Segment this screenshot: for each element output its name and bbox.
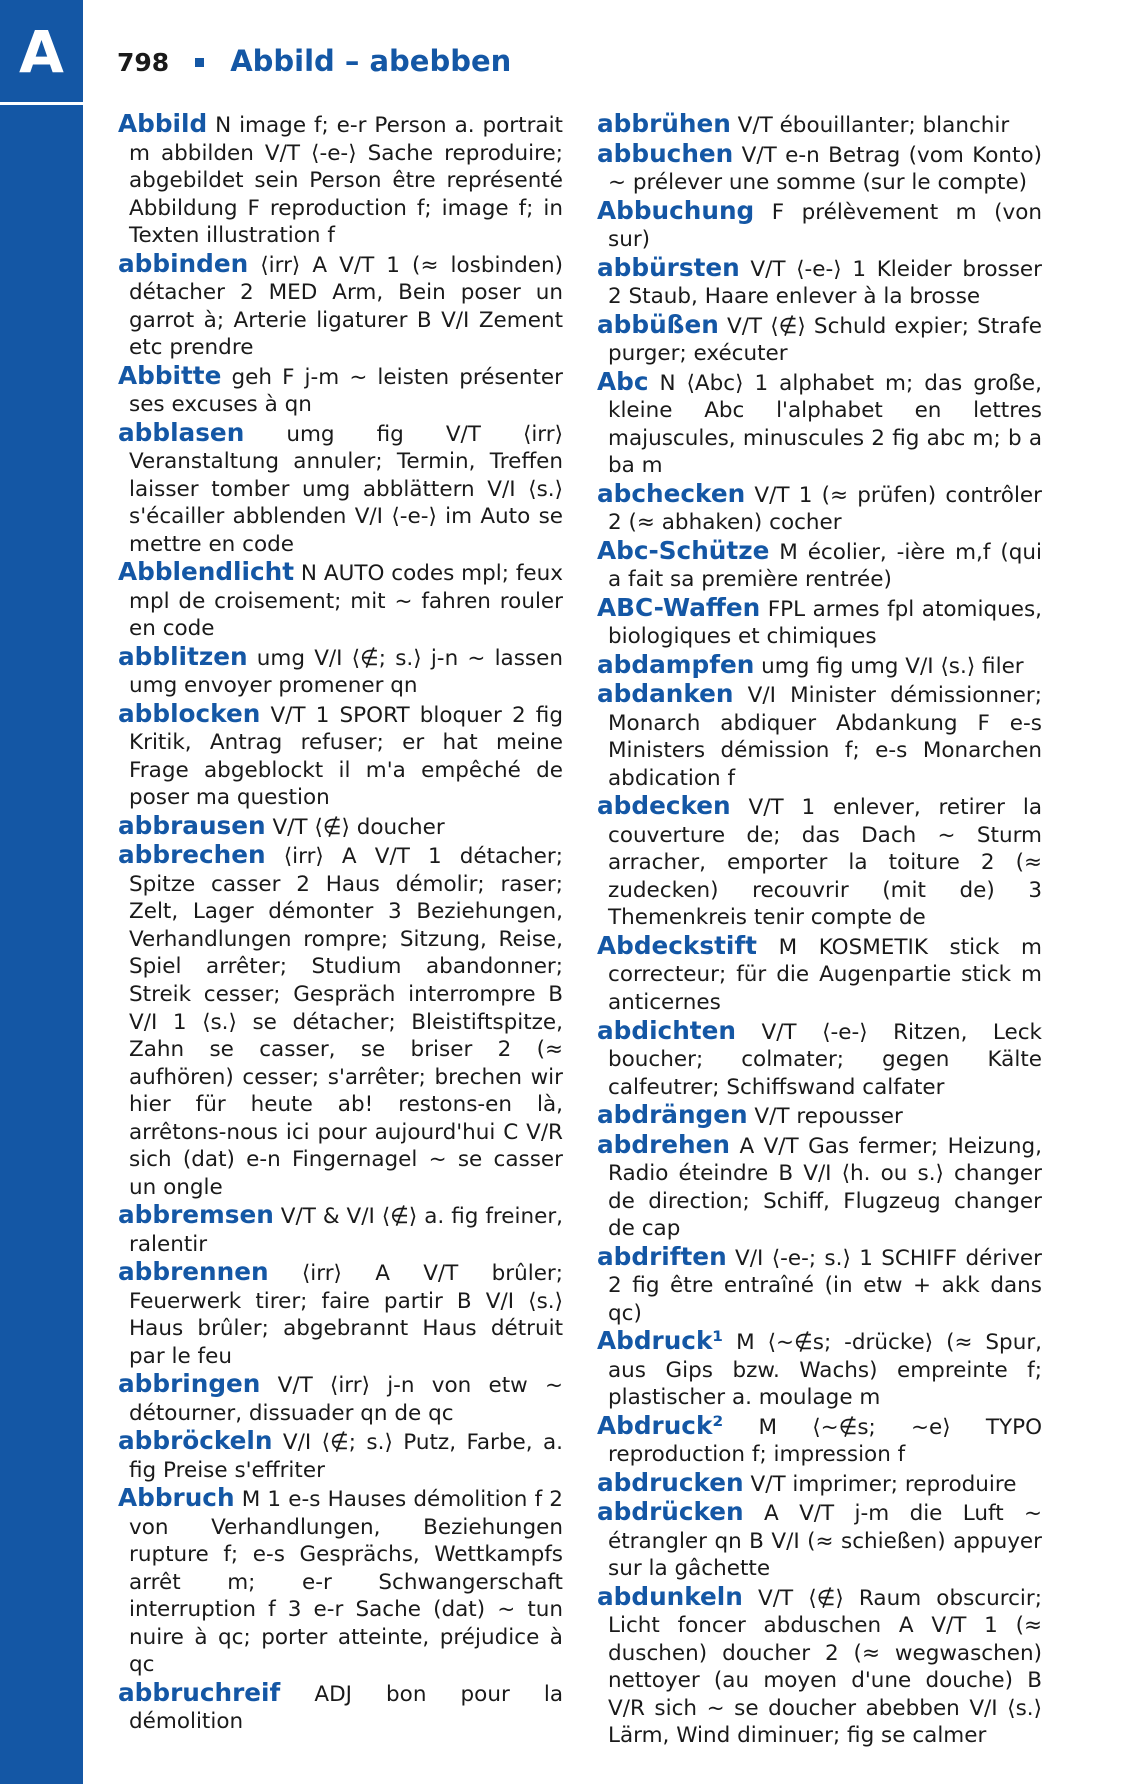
headword: Abbuchung [597,195,755,225]
headword: abdrucken [597,1467,744,1497]
entry: abblocken V/T 1 SPORT bloquer 2 fig Kritik, Antrag refuser; er hat meine Frage abgeblockt il m'a empêché de poser ma question [118,698,563,811]
headword: Abdruck² [597,1410,724,1440]
entry: abdrücken A V/T j-m die Luft ~ étrangler qn B V/I (≈ schießen) appuyer sur la gâchette [597,1497,1042,1582]
entry: Abbitte geh F j-m ~ leisten présenter ses excuses à qn [118,360,563,418]
headword: abblitzen [118,641,248,671]
headword: Abbruch [118,1483,235,1513]
entry: ABC-Waffen FPL armes fpl atomiques, biologiques et chimiques [597,592,1042,650]
entry: abbürsten V/T ⟨-e-⟩ 1 Kleider brosser 2 Staub, Haare enlever à la brosse [597,252,1042,310]
entry: Abbuchung F prélèvement m (von sur) [597,195,1042,253]
headword: abdecken [597,791,731,821]
thumb-index-letter: A [19,18,64,86]
headword: Abblendlicht [118,557,295,587]
entry: abdrehen A V/T Gas fermer; Heizung, Radio éteindre B V/I ⟨h. ou s.⟩ changer de direction; Schiff, Flugzeug changer de cap [597,1129,1042,1242]
headword: ABC-Waffen [597,592,761,622]
entry: abbüßen V/T ⟨∉⟩ Schuld expier; Strafe purger; exécuter [597,309,1042,367]
entry: abbinden ⟨irr⟩ A V/T 1 (≈ losbinden) détacher 2 MED Arm, Bein poser un garrot à; Arterie ligaturer B V/I Zement etc prendre [118,248,563,361]
headword: abbremsen [118,1200,274,1230]
entry: abbuchen V/T e-n Betrag (vom Konto) ~ prélever une somme (sur le compte) [597,138,1042,196]
headword: abbrechen [118,840,266,870]
entry: abbröckeln V/I ⟨∉; s.⟩ Putz, Farbe, a. fig Preise s'effriter [118,1426,563,1483]
entry: abblasen umg fig V/T ⟨irr⟩ Veranstaltung annuler; Termin, Treffen laisser tomber umg abblättern V/I ⟨s.⟩ s'écailler abblenden V/I ⟨-e-⟩ im Auto se mettre en code [118,417,563,557]
entry: abchecken V/T 1 (≈ prüfen) contrôler 2 (≈ abhaken) cocher [597,478,1042,536]
entry: abdampfen umg fig umg V/I ⟨s.⟩ filer [597,649,1024,679]
headword: abbrennen [118,1257,269,1287]
headword: abblasen [118,417,245,447]
headword: Abdruck¹ [597,1326,724,1356]
entry: abbringen V/T ⟨irr⟩ j-n von etw ~ détourner, dissuader qn de qc [118,1369,563,1426]
headword: abbuchen [597,138,734,168]
headword: abdanken [597,679,734,709]
entry: Abbruch M 1 e-s Hauses démolition f 2 von Verhandlungen, Beziehungen rupture f; e-s Gesprächs, Wettkampfs arrêt m; e-r Schwangerschaft interruption f 3 e-r Sache (dat) ~ tun nuire à qc; porter atteinte, préjudice à qc [118,1483,563,1678]
headword: Abbild [118,109,208,138]
page-number: 798 [117,48,170,77]
entry: abdichten V/T ⟨-e-⟩ Ritzen, Leck boucher; colmater; gegen Kälte calfeutrer; Schiffswand calfater [597,1015,1042,1100]
left-column [118,110,563,1736]
headword: abchecken [597,478,746,508]
entry: abdriften V/I ⟨-e-; s.⟩ 1 SCHIFF dériver 2 fig être entraîné (in etw + akk dans qc) [597,1241,1042,1326]
headword: abbrühen [597,109,731,138]
thumb-divider [0,102,83,105]
headword: abbürsten [597,252,740,282]
entry: Abdruck² M ⟨~∉s; ~e⟩ TYPO reproduction f; impression f [597,1410,1042,1468]
headword: abdrücken [597,1497,744,1527]
headword: abbruchreif [118,1677,281,1707]
right-column [597,110,1042,1750]
headword: abbinden [118,248,249,278]
headword: abblocken [118,698,261,728]
entry: abdrucken V/T imprimer; reproduire [597,1467,1017,1497]
entry: abbruchreif ADJ bon pour la démolition [118,1677,563,1735]
headword: abbringen [118,1369,261,1399]
entry: abdanken V/I Minister démissionner; Monarch abdiquer Abdankung F e-s Ministers démission f; e-s Monarchen abdication f [597,679,1042,791]
headword: abdrängen [597,1100,748,1130]
header-square-icon [195,58,204,67]
entry: Abblendlicht N AUTO codes mpl; feux mpl de croisement; mit ~ fahren rouler en code [118,557,563,642]
headword: abdampfen [597,649,755,679]
entry: abbrennen ⟨irr⟩ A V/T brûler; Feuerwerk tirer; faire partir B V/I ⟨s.⟩ Haus brûler; abgebrannt Haus détruit par le feu [118,1257,563,1369]
entry: abdecken V/T 1 enlever, retirer la couverture de; das Dach ~ Sturm arracher, emporter la toiture 2 (≈ zudecken) recouvrir (mit de) 3 Themenkreis tenir compte de [597,791,1042,931]
entry: Abc-Schütze M écolier, -ière m,f (qui a fait sa première rentrée) [597,535,1042,593]
headword: Abc [597,366,649,396]
headword: abdriften [597,1241,727,1271]
headword: abdichten [597,1015,736,1045]
headword: Abbitte [118,360,222,390]
running-head: Abbild – abebben [230,44,512,78]
headword: abbrausen [118,810,266,840]
page-header [117,44,511,84]
thumb-index-tab [0,0,83,1784]
headword: abdrehen [597,1129,730,1159]
headword: Abdeckstift [597,930,757,960]
entry: Abc N ⟨Abc⟩ 1 alphabet m; das große, kleine Abc l'alphabet en lettres majuscules, minuscules 2 fig abc m; b a ba m [597,366,1042,479]
entry: abbremsen V/T & V/I ⟨∉⟩ a. fig freiner, ralentir [118,1200,563,1257]
headword: abbröckeln [118,1426,273,1456]
entry: abbrausen V/T ⟨∉⟩ doucher [118,810,445,840]
headword: abdunkeln [597,1581,743,1611]
entry: abdrängen V/T repousser [597,1100,903,1130]
entry: abbrühen V/T ébouillanter; blanchir [597,109,1010,138]
entry: Abbild N image f; e-r Person a. portrait m abbilden V/T ⟨-e-⟩ Sache reproduire; abgebildet sein Person être représenté Abbildung F reproduction f; image f; in Texten illustration f [118,109,563,249]
entry: abbrechen ⟨irr⟩ A V/T 1 détacher; Spitze casser 2 Haus démolir; raser; Zelt, Lager démonter 3 Beziehungen, Verhandlungen rompre; Sitzung, Reise, Spiel arrêter; Studium abandonner; Streik cesser; Gespräch interrompre B V/I 1 ⟨s.⟩ se détacher; Bleistiftspitze, Zahn se casser, se briser 2 (≈ aufhören) cesser; s'arrêter; brechen wir hier für heute ab! restons-en là, arrêtons-nous ici pour aujourd'hui C V/R sich (dat) e-n Fingernagel ~ se casser un ongle [118,840,563,1200]
entry: abdunkeln V/T ⟨∉⟩ Raum obscurcir; Licht foncer abduschen A V/T 1 (≈ duschen) doucher 2 (≈ wegwaschen) nettoyer (au moyen d'une douche) B V/R sich ~ se doucher abebben V/I ⟨s.⟩ Lärm, Wind diminuer; fig se calmer [597,1581,1042,1749]
entry: Abdeckstift M KOSMETIK stick m correcteur; für die Augenpartie stick m anticernes [597,930,1042,1015]
headword: abbüßen [597,309,719,339]
entry: Abdruck¹ M ⟨~∉s; -drücke⟩ (≈ Spur, aus Gips bzw. Wachs) empreinte f; plastischer a. moulage m [597,1326,1042,1411]
headword: Abc-Schütze [597,535,770,565]
entry: abblitzen umg V/I ⟨∉; s.⟩ j-n ~ lassen umg envoyer promener qn [118,641,563,699]
